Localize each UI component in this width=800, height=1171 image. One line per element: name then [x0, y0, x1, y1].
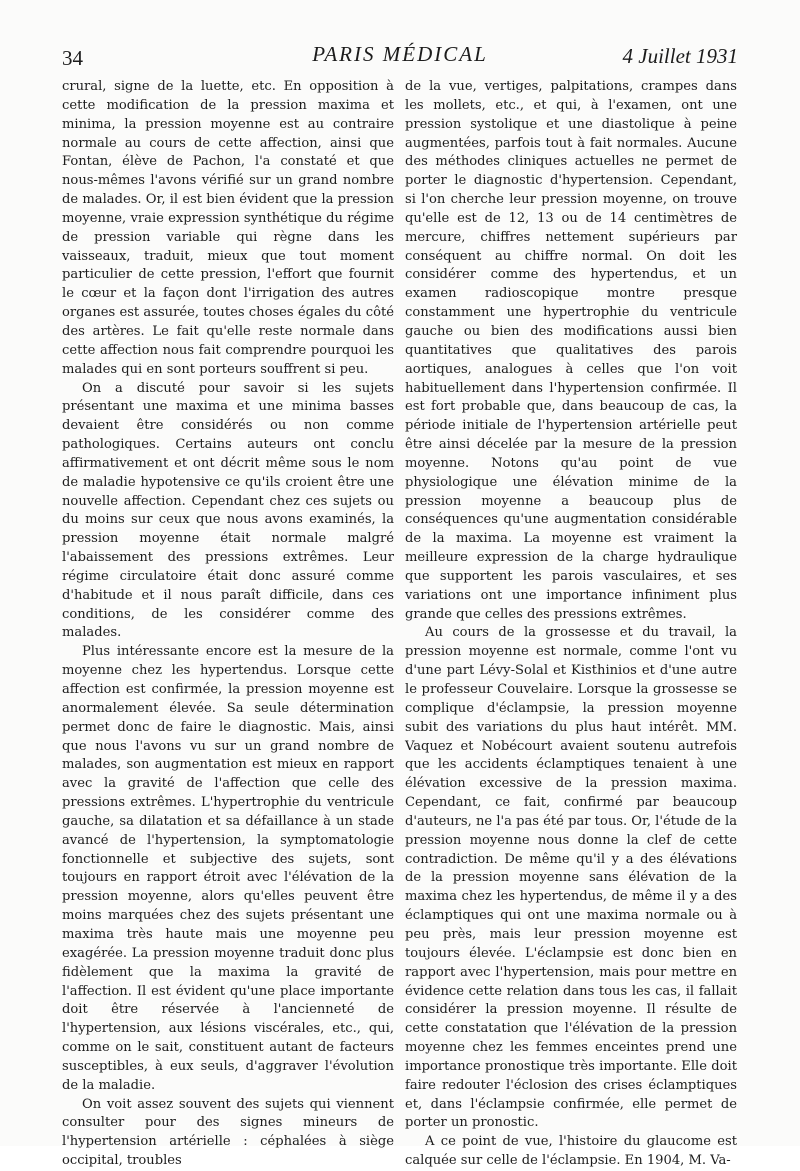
page-number: 34: [62, 46, 83, 70]
paragraph: On a discuté pour savoir si les sujets présentant une maxima et une minima basses devaient être considérés ou non comme pathologiques. Certains auteurs ont conclu affirmativement et ont décrit même sous le nom de maladie hypotensive ce qu'ils croient être une nouvelle affection. Cependant chez ces sujets ou du moins sur ceux que nous avons examinés, la pression moyenne était normale malgré l'abaissement des pressions extrêmes. Leur régime circulatoire était donc assuré comme d'habitude et il nous paraît difficile, dans ces conditions, de les considérer comme des malades.: [62, 380, 394, 641]
issue-date: 4 Juillet 1931: [622, 44, 738, 68]
paragraph: Au cours de la grossesse et du travail, la pression moyenne est normale, comme l'ont vu d'une part Lévy-Solal et Kisthinios et d'une autre le professeur Couvelaire. Lorsque la grossesse se complique d'éclampsie, la pression moyenne subit des variations du plus haut intérêt. MM. Vaquez et Nobécourt avaient soutenu autrefois que les accidents éclamptiques tenaient à une élévation excessive de la pression maxima. Cependant, ce fait, confirmé par beaucoup d'auteurs, ne l'a pas été par tous. Or, l'étude de la pression moyenne nous donne la clef de cette contradiction. De même qu'il y a des élévations de la pression moyenne sans élévation de la maxima chez les hypertendus, de même il y a des éclamptiques qui ont une maxima normale ou à peu près, mais leur pression moyenne est toujours élevée. L'éclampsie est donc bien en rapport avec l'hypertension, mais pour mettre en évidence cette relation dans tous les cas, il fallait considérer la pression moyenne. Il résulte de cette constatation que l'élévation de la pression moyenne chez les femmes enceintes prend une importance pronostique très importante. Elle doit faire redouter l'éclosion des crises éclamptiques et, dans l'éclampsie confirmée, elle permet de porter un pronostic.: [405, 625, 737, 1131]
right-column: [405, 78, 737, 1169]
paragraph: A ce point de vue, l'histoire du glaucome est calquée sur celle de l'éclampsie. En 1904, M. Va-: [405, 1134, 737, 1169]
paragraph: Plus intéressante encore est la mesure de la moyenne chez les hypertendus. Lorsque cette affection est confirmée, la pression moyenne est anormalement élevée. Sa seule détermination permet donc de faire le diagnostic. Mais, ainsi que nous l'avons vu sur un grand nombre de malades, son augmentation est mieux en rapport avec la gravité de l'affection que celle des pressions extrêmes. L'hypertrophie du ventricule gauche, sa dilatation et sa défaillance à un stade avancé de l'hypertension, la symptomatologie fonctionnelle et subjective des sujets, sont toujours en rapport étroit avec l'élévation de la pression moyenne, alors qu'elles peuvent être moins marquées chez des sujets présentant une maxima très haute mais une moyenne peu exagérée. La pression moyenne traduit donc plus fidèlement que la maxima la gravité de l'affection. Il est évident qu'une place importante doit être réservée à l'ancienneté de l'hypertension, aux lésions viscérales, etc., qui, comme on le sait, constituent autant de facteurs susceptibles, à eux seuls, d'aggraver l'évolution de la maladie.: [62, 644, 394, 1093]
left-column: [62, 78, 394, 1169]
journal-title: PARIS MÉDICAL: [312, 42, 488, 66]
paragraph: On voit assez souvent des sujets qui viennent consulter pour des signes mineurs de l'hypertension artérielle : céphalées à siège occipital, troubles: [62, 1096, 394, 1169]
page-header: [62, 40, 738, 74]
paragraph: de la vue, vertiges, palpitations, crampes dans les mollets, etc., et qui, à l'examen, ont une pression systolique et une diastolique à peine augmentées, parfois tout à fait normales. Aucune des méthodes cliniques actuelles ne permet de porter le diagnostic d'hypertension. Cependant, si l'on cherche leur pression moyenne, on trouve qu'elle est de 12, 13 ou de 14 centimètres de mercure, chiffres nettement supérieurs par conséquent au chiffre normal. On doit les considérer comme des hypertendus, et un examen radioscopique montre presque constamment une hypertrophie du ventricule gauche ou bien des modifications aussi bien quantitatives que qualitatives des parois aortiques, analogues à celles que l'on voit habituellement dans l'hypertension confirmée. Il est fort probable que, dans beaucoup de cas, la période initiale de l'hypertension artérielle peut être ainsi décelée par la mesure de la pression moyenne. Notons qu'au point de vue physiologique une élévation minime de la pression moyenne a beaucoup plus de conséquences qu'une augmentation considérable de la maxima. La moyenne est vraiment la meilleure expression de la charge hydraulique que supportent les parois vasculaires, et ses variations ont une importance infiniment plus grande que celles des pressions extrêmes.: [405, 79, 737, 622]
paragraph: crural, signe de la luette, etc. En opposition à cette modification de la pression maxima et minima, la pression moyenne est au contraire normale au cours de cette affection, ainsi que Fontan, élève de Pachon, l'a constaté et que nous-mêmes l'avons vérifié sur un grand nombre de malades. Or, il est bien évident que la pression moyenne, vraie expression synthétique du régime de pression variable qui règne dans les vaisseaux, traduit, mieux que tout moment particulier de cette pression, l'effort que fournit le cœur et la façon dont l'irrigation des autres organes est assurée, toutes choses égales du côté des artères. Le fait qu'elle reste normale dans cette affection nous fait comprendre pourquoi les malades qui en sont porteurs souffrent si peu.: [62, 79, 394, 377]
